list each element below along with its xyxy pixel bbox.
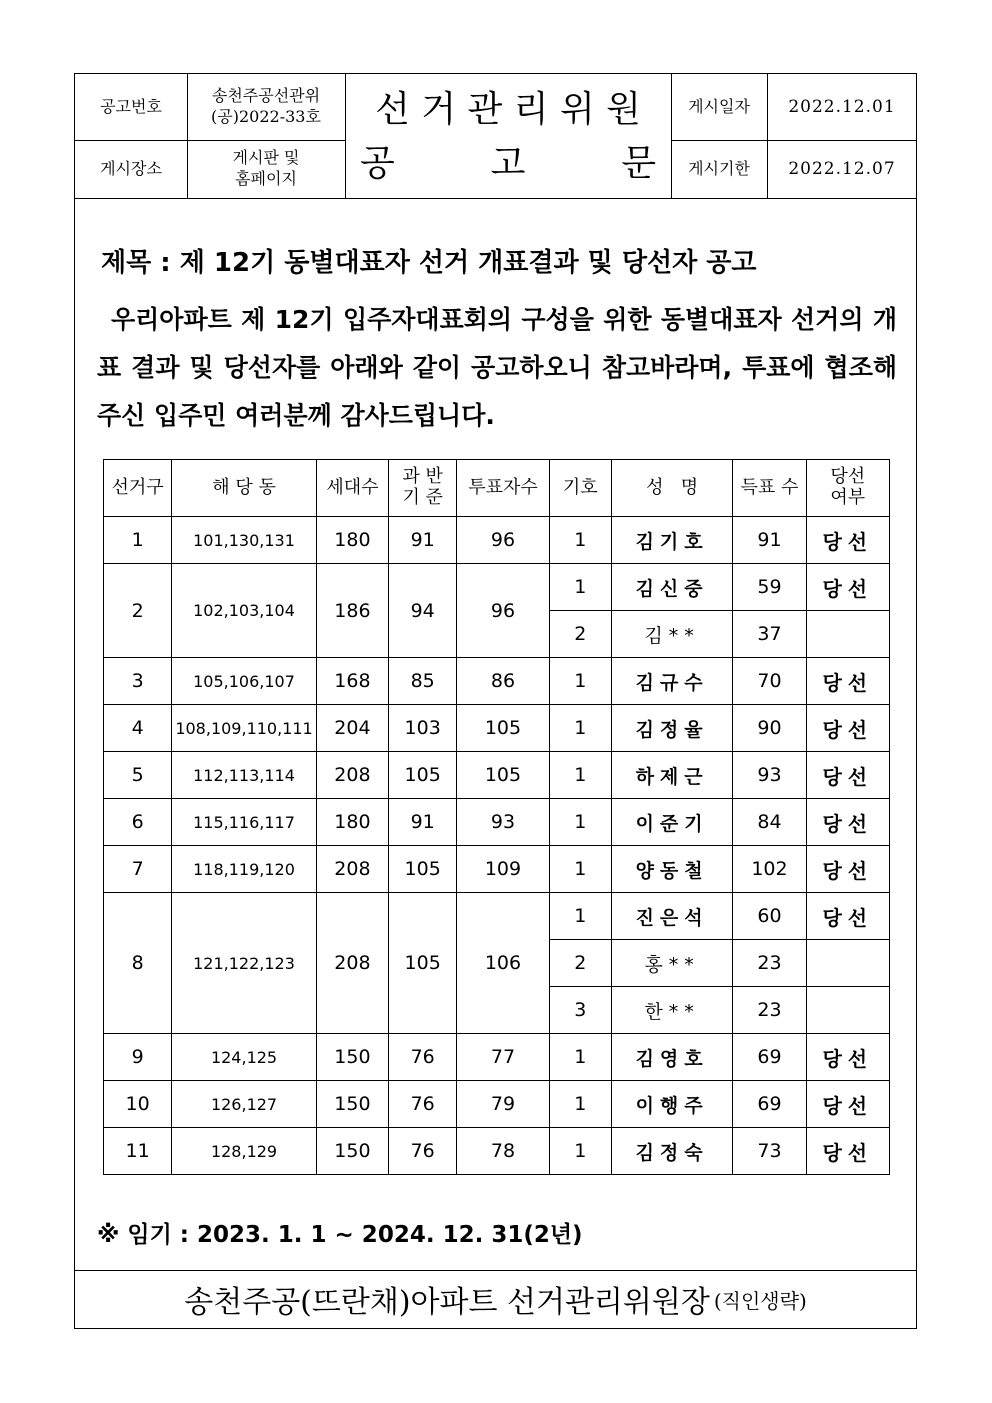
cell-candidate-name: 진은석	[611, 893, 732, 940]
cell-majority: 105	[389, 893, 457, 1034]
cell-voters: 96	[457, 517, 549, 564]
cell-majority: 76	[389, 1081, 457, 1128]
cell-elected: 당선	[806, 846, 889, 893]
th-voters: 투표자수	[457, 460, 549, 517]
term-line: ※ 임기 : 2023. 1. 1 ~ 2024. 12. 31(2년)	[97, 1222, 583, 1248]
header-bottom-line	[75, 198, 916, 199]
cell-voters: 77	[457, 1034, 549, 1081]
body-paragraph	[97, 296, 897, 440]
cell-elected: 당선	[806, 893, 889, 940]
body-text: 우리아파트 제 12기 입주자대표회의 구성을 위한 동별대표자 선거의 개표 결과 및 당선자를 아래와 같이 공고하오니 참고바라며, 투표에 협조해주신 입주민 여러분께 감사드립니다.	[97, 305, 897, 430]
cell-elected: 당선	[806, 799, 889, 846]
cell-votes: 70	[733, 658, 806, 705]
table-row	[104, 658, 890, 705]
cell-dong: 128,129	[172, 1128, 317, 1175]
cell-symbol: 1	[549, 752, 611, 799]
cell-votes: 37	[733, 611, 806, 658]
cell-candidate-name: 홍**	[611, 940, 732, 987]
cell-households: 180	[316, 799, 388, 846]
cell-majority: 91	[389, 517, 457, 564]
cell-dong: 126,127	[172, 1081, 317, 1128]
cell-votes: 23	[733, 940, 806, 987]
cell-elected: 당선	[806, 1034, 889, 1081]
th-elected-l1: 당선	[830, 466, 866, 488]
cell-majority: 76	[389, 1034, 457, 1081]
title-line2-b: 고	[490, 142, 526, 184]
results-table	[103, 459, 890, 1175]
cell-dong: 121,122,123	[172, 893, 317, 1034]
cell-households: 180	[316, 517, 388, 564]
cell-voters: 105	[457, 705, 549, 752]
signature-text: 송천주공(뜨란채)아파트 선거관리위원장	[184, 1285, 710, 1320]
cell-candidate-name: 이행주	[611, 1081, 732, 1128]
table-row	[104, 1034, 890, 1081]
cell-symbol: 3	[549, 987, 611, 1034]
cell-symbol: 2	[549, 940, 611, 987]
cell-votes: 59	[733, 564, 806, 611]
th-majority-l2: 기 준	[402, 487, 443, 508]
place-label: 게시장소	[100, 158, 162, 178]
cell-voters: 78	[457, 1128, 549, 1175]
cell-votes: 84	[733, 799, 806, 846]
cell-candidate-name: 김**	[611, 611, 732, 658]
cell-elected: 당선	[806, 1081, 889, 1128]
table-row	[104, 705, 890, 752]
cell-symbol: 1	[549, 1081, 611, 1128]
place-value-line2: 홈페이지	[235, 169, 297, 188]
title-line2	[360, 136, 656, 192]
th-households: 세대수	[316, 460, 388, 517]
cell-elected: 당선	[806, 564, 889, 611]
cell-candidate-name: 김영호	[611, 1034, 732, 1081]
cell-symbol: 1	[549, 1128, 611, 1175]
cell-elected: 당선	[806, 752, 889, 799]
cell-elected: 당선	[806, 705, 889, 752]
cell-candidate-name: 김정숙	[611, 1128, 732, 1175]
cell-majority: 76	[389, 1128, 457, 1175]
cell-candidate-name: 김규수	[611, 658, 732, 705]
post-period-label: 게시기한	[688, 158, 750, 178]
cell-households: 150	[316, 1081, 388, 1128]
footer-signature	[75, 1270, 916, 1328]
notice-frame	[74, 73, 917, 1329]
cell-majority: 103	[389, 705, 457, 752]
cell-households: 150	[316, 1128, 388, 1175]
cell-votes: 102	[733, 846, 806, 893]
cell-voters: 93	[457, 799, 549, 846]
cell-elected	[806, 987, 889, 1034]
th-symbol: 기호	[549, 460, 611, 517]
cell-district: 11	[104, 1128, 172, 1175]
cell-voters: 106	[457, 893, 549, 1034]
cell-district: 9	[104, 1034, 172, 1081]
notice-no-value-line1: 송천주공선관위	[211, 86, 321, 106]
cell-district: 6	[104, 799, 172, 846]
cell-households: 204	[316, 705, 388, 752]
cell-district: 3	[104, 658, 172, 705]
table-row	[104, 1128, 890, 1175]
cell-symbol: 1	[549, 1034, 611, 1081]
cell-votes: 69	[733, 1034, 806, 1081]
th-district: 선거구	[104, 460, 172, 517]
table-row	[104, 846, 890, 893]
cell-votes: 73	[733, 1128, 806, 1175]
cell-votes: 23	[733, 987, 806, 1034]
th-name: 성 명	[611, 460, 732, 517]
notice-no-value-line2: (공)2022-33호	[211, 107, 321, 126]
subject-line: 제목 : 제 12기 동별대표자 선거 개표결과 및 당선자 공고	[101, 248, 757, 278]
cell-dong: 118,119,120	[172, 846, 317, 893]
cell-symbol: 1	[549, 705, 611, 752]
cell-households: 208	[316, 752, 388, 799]
title-line2-c: 문	[621, 142, 656, 184]
post-period-value: 2022.12.07	[788, 158, 896, 179]
cell-elected	[806, 611, 889, 658]
cell-district: 1	[104, 517, 172, 564]
cell-symbol: 1	[549, 658, 611, 705]
table-row	[104, 799, 890, 846]
cell-voters: 96	[457, 564, 549, 658]
notice-no-value	[187, 74, 345, 140]
cell-candidate-name: 하제근	[611, 752, 732, 799]
cell-symbol: 1	[549, 564, 611, 611]
th-dong: 해 당 동	[172, 460, 317, 517]
table-row	[104, 564, 890, 611]
cell-voters: 79	[457, 1081, 549, 1128]
cell-majority: 105	[389, 752, 457, 799]
place-value-line1: 게시판 및	[232, 148, 300, 168]
cell-elected: 당선	[806, 658, 889, 705]
cell-elected: 당선	[806, 517, 889, 564]
cell-households: 168	[316, 658, 388, 705]
cell-district: 10	[104, 1081, 172, 1128]
cell-majority: 85	[389, 658, 457, 705]
table-body	[104, 517, 890, 1175]
title-line2-a: 공	[360, 142, 395, 184]
cell-elected: 당선	[806, 1128, 889, 1175]
cell-dong: 124,125	[172, 1034, 317, 1081]
table-row	[104, 1081, 890, 1128]
post-date-label: 게시일자	[688, 96, 750, 116]
post-date-value: 2022.12.01	[788, 96, 896, 117]
cell-symbol: 2	[549, 611, 611, 658]
cell-votes: 69	[733, 1081, 806, 1128]
cell-symbol: 1	[549, 799, 611, 846]
cell-candidate-name: 양동철	[611, 846, 732, 893]
table-row	[104, 893, 890, 940]
cell-district: 5	[104, 752, 172, 799]
table-row	[104, 517, 890, 564]
cell-symbol: 1	[549, 517, 611, 564]
cell-votes: 60	[733, 893, 806, 940]
cell-district: 4	[104, 705, 172, 752]
cell-votes: 91	[733, 517, 806, 564]
cell-district: 8	[104, 893, 172, 1034]
cell-district: 7	[104, 846, 172, 893]
cell-voters: 86	[457, 658, 549, 705]
cell-dong: 108,109,110,111	[172, 705, 317, 752]
cell-dong: 112,113,114	[172, 752, 317, 799]
th-majority-l1: 과 반	[402, 466, 443, 488]
th-majority	[389, 460, 457, 517]
cell-candidate-name: 김정율	[611, 705, 732, 752]
cell-majority: 94	[389, 564, 457, 658]
cell-households: 186	[316, 564, 388, 658]
cell-dong: 105,106,107	[172, 658, 317, 705]
cell-district: 2	[104, 564, 172, 658]
cell-majority: 105	[389, 846, 457, 893]
cell-symbol: 1	[549, 846, 611, 893]
cell-votes: 93	[733, 752, 806, 799]
cell-households: 150	[316, 1034, 388, 1081]
th-elected	[806, 460, 889, 517]
cell-candidate-name: 김기호	[611, 517, 732, 564]
cell-voters: 109	[457, 846, 549, 893]
notice-no-label: 공고번호	[100, 96, 162, 116]
cell-dong: 115,116,117	[172, 799, 317, 846]
cell-candidate-name: 이준기	[611, 799, 732, 846]
place-value	[187, 140, 345, 198]
cell-dong: 102,103,104	[172, 564, 317, 658]
cell-candidate-name: 김신중	[611, 564, 732, 611]
table-header-row	[104, 460, 890, 517]
th-elected-l2: 여부	[830, 487, 866, 508]
table-row	[104, 752, 890, 799]
th-votes: 득표 수	[733, 460, 806, 517]
cell-symbol: 1	[549, 893, 611, 940]
title-line1: 선 거 관 리 위 원	[375, 88, 641, 130]
cell-votes: 90	[733, 705, 806, 752]
cell-candidate-name: 한**	[611, 987, 732, 1034]
cell-households: 208	[316, 893, 388, 1034]
seal-note: (직인생략)	[713, 1288, 807, 1313]
cell-households: 208	[316, 846, 388, 893]
cell-elected	[806, 940, 889, 987]
cell-dong: 101,130,131	[172, 517, 317, 564]
cell-majority: 91	[389, 799, 457, 846]
cell-voters: 105	[457, 752, 549, 799]
